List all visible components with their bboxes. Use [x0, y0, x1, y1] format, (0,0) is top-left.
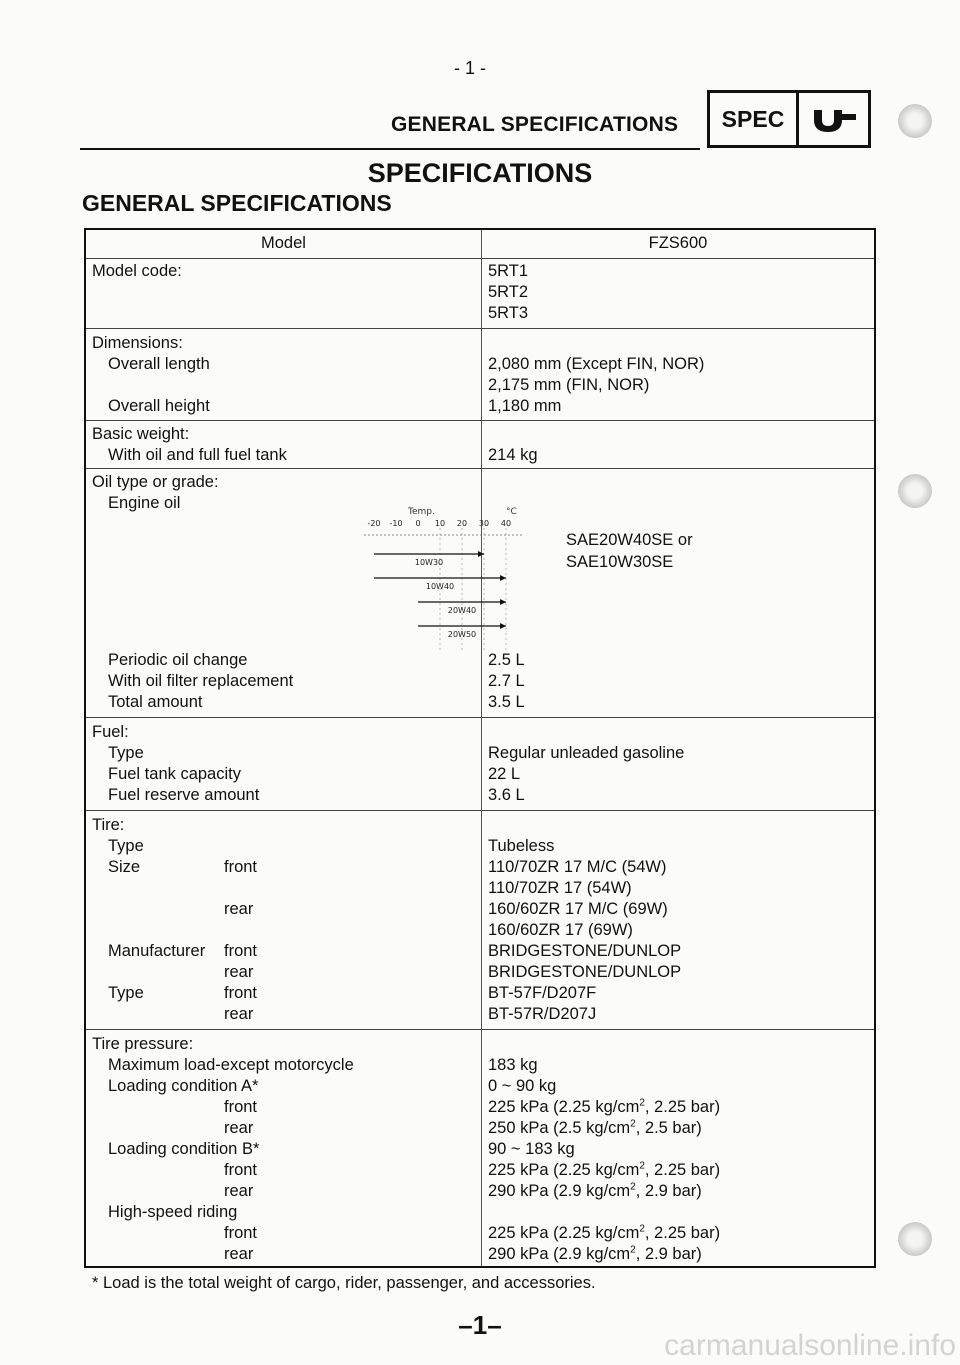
tire-size-rear-value: 160/60ZR 17 (69W) [488, 921, 633, 939]
pressure-a-rear-value: 250 kPa (2.5 $kg/cm^2$, 2.5 bar) [488, 1118, 702, 1137]
fuel-type-label: Type [108, 744, 144, 762]
pressure-a-front-label: front [224, 1098, 258, 1116]
tire-model-rear-value: BT-57R/D207J [488, 1005, 597, 1023]
overall-length-value: 2,175 mm (FIN, NOR) [488, 376, 650, 394]
basic-weight-label: Basic weight: [92, 425, 190, 443]
oil-type-label: Oil type or grade: [92, 473, 219, 491]
model-code-label: Model code: [92, 262, 182, 280]
pressure-h-front-value: 225 kPa (2.25 $kg/cm^2$, 2.25 bar) [488, 1223, 721, 1242]
oil-chart-temp-label: Temp. [408, 507, 435, 517]
wrench-icon [799, 93, 868, 145]
binder-hole-mark [898, 474, 932, 508]
dimensions-label: Dimensions: [92, 334, 183, 352]
watermark: carmanualsonline.info [664, 1329, 956, 1362]
row-divider [86, 1029, 874, 1030]
high-speed-label: High-speed riding [108, 1203, 238, 1221]
tire-manufacturer-front-label: front [224, 942, 258, 960]
oil-filter-label: With oil filter replacement [108, 672, 294, 690]
tire-model-rear-label: rear [224, 1005, 254, 1023]
oil-chart-tick-label: -20 [367, 519, 381, 528]
overall-length-value: 2,080 mm (Except FIN, NOR) [488, 355, 705, 373]
model-code-value: 5RT3 [488, 304, 529, 322]
oil-chart-range-arrow [500, 575, 506, 581]
total-amount-value: 3.5 L [488, 693, 525, 711]
row-divider [86, 717, 874, 718]
oil-grade-value: SAE20W40SE or [566, 531, 693, 549]
tire-size-label: Size [108, 858, 141, 876]
oil-chart-grade-label: 20W50 [447, 630, 477, 639]
tire-manufacturer-label: Manufacturer [108, 942, 206, 960]
tire-type-value: Tubeless [488, 837, 555, 855]
tire-manufacturer-front-value: BRIDGESTONE/DUNLOP [488, 942, 682, 960]
tire-model-front-label: front [224, 984, 258, 1002]
fuel-reserve-value: 3.6 L [488, 786, 525, 804]
tire-model-front-value: BT-57F/D207F [488, 984, 597, 1002]
oil-chart-grade-label: 10W30 [414, 558, 444, 567]
row-divider [86, 468, 874, 469]
row-divider [86, 328, 874, 329]
spec-badge-text: SPEC [710, 93, 799, 145]
page-bottom-number: –1– [458, 1310, 502, 1340]
pressure-h-front-label: front [224, 1224, 258, 1242]
pressure-b-front-label: front [224, 1161, 258, 1179]
binder-hole-mark [898, 1222, 932, 1256]
tire-label: Tire: [92, 816, 125, 834]
periodic-oil-change-value: 2.5 L [488, 651, 525, 669]
column-header-model: Model [261, 234, 306, 252]
tire-pressure-label: Tire pressure: [92, 1035, 194, 1053]
row-divider [86, 810, 874, 811]
fuel-label: Fuel: [92, 723, 129, 741]
footnote: * Load is the total weight of cargo, rider, passenger, and accessories. [92, 1274, 596, 1292]
tire-manufacturer-rear-label: rear [224, 963, 254, 981]
oil-chart-tick-label: 40 [500, 519, 512, 528]
overall-height-value: 1,180 mm [488, 397, 562, 415]
row-divider [86, 420, 874, 421]
model-code-value: 5RT1 [488, 262, 529, 280]
oil-chart-range-arrow [500, 599, 506, 605]
oil-chart-unit-label: °C [506, 507, 517, 517]
periodic-oil-change-label: Periodic oil change [108, 651, 248, 669]
page-top-number: - 1 - [453, 58, 486, 78]
tire-type-label: Type [108, 837, 144, 855]
tire-size-rear-label: rear [224, 900, 254, 918]
pressure-a-front-value: 225 kPa (2.25 $kg/cm^2$, 2.25 bar) [488, 1097, 721, 1116]
tire-size-rear-value: 160/60ZR 17 M/C (69W) [488, 900, 668, 918]
oil-chart-tick-label: 0 [415, 519, 421, 528]
oil-viscosity-chart [326, 502, 586, 654]
section-title: SPECIFICATIONS [367, 158, 593, 188]
pressure-h-rear-value: 290 kPa (2.9 $kg/cm^2$, 2.9 bar) [488, 1244, 702, 1263]
oil-chart-grade-label: 10W40 [425, 582, 455, 591]
pressure-b-front-value: 225 kPa (2.25 $kg/cm^2$, 2.25 bar) [488, 1160, 721, 1179]
oil-chart-range-arrow [478, 551, 484, 557]
loading-condition-a-value: 0 ~ 90 kg [488, 1077, 557, 1095]
oil-chart-tick-label: 20 [456, 519, 468, 528]
tire-size-front-label: front [224, 858, 258, 876]
subsection-title: GENERAL SPECIFICATIONS [82, 190, 392, 216]
tire-size-front-value: 110/70ZR 17 (54W) [488, 879, 632, 897]
oil-chart-tick-label: 30 [478, 519, 490, 528]
binder-hole-mark [898, 104, 932, 138]
oil-chart-tick-label: -10 [389, 519, 403, 528]
pressure-b-rear-label: rear [224, 1182, 254, 1200]
basic-weight-value: 214 kg [488, 446, 538, 464]
oil-chart-range-arrow [500, 623, 506, 629]
fuel-capacity-label: Fuel tank capacity [108, 765, 241, 783]
spec-badge [707, 90, 871, 148]
model-code-value: 5RT2 [488, 283, 529, 301]
tire-size-front-value: 110/70ZR 17 M/C (54W) [488, 858, 667, 876]
overall-length-label: Overall length [108, 355, 210, 373]
header-title: GENERAL SPECIFICATIONS [391, 113, 679, 136]
pressure-h-rear-label: rear [224, 1245, 254, 1263]
fuel-reserve-label: Fuel reserve amount [108, 786, 260, 804]
engine-oil-label: Engine oil [108, 494, 181, 512]
spec-table [84, 228, 876, 1268]
tire-model-type-label: Type [108, 984, 144, 1002]
column-divider [481, 230, 482, 1266]
fuel-type-value: Regular unleaded gasoline [488, 744, 685, 762]
oil-grade-value: SAE10W30SE [566, 553, 674, 571]
fuel-capacity-value: 22 L [488, 765, 521, 783]
tire-manufacturer-rear-value: BRIDGESTONE/DUNLOP [488, 963, 682, 981]
overall-height-label: Overall height [108, 397, 210, 415]
loading-condition-a-label: Loading condition A* [108, 1077, 259, 1095]
max-load-label: Maximum load-except motorcycle [108, 1056, 354, 1074]
oil-chart-grade-label: 20W40 [447, 606, 477, 615]
weight-condition-label: With oil and full fuel tank [108, 446, 287, 464]
loading-condition-b-value: 90 ~ 183 kg [488, 1140, 575, 1158]
row-divider [86, 258, 874, 259]
oil-filter-value: 2.7 L [488, 672, 525, 690]
max-load-value: 183 kg [488, 1056, 538, 1074]
column-header-fzs600: FZS600 [648, 234, 708, 252]
header-rule [80, 148, 700, 150]
total-amount-label: Total amount [108, 693, 203, 711]
loading-condition-b-label: Loading condition B* [108, 1140, 260, 1158]
oil-chart-tick-label: 10 [434, 519, 446, 528]
pressure-a-rear-label: rear [224, 1119, 254, 1137]
pressure-b-rear-value: 290 kPa (2.9 $kg/cm^2$, 2.9 bar) [488, 1181, 702, 1200]
